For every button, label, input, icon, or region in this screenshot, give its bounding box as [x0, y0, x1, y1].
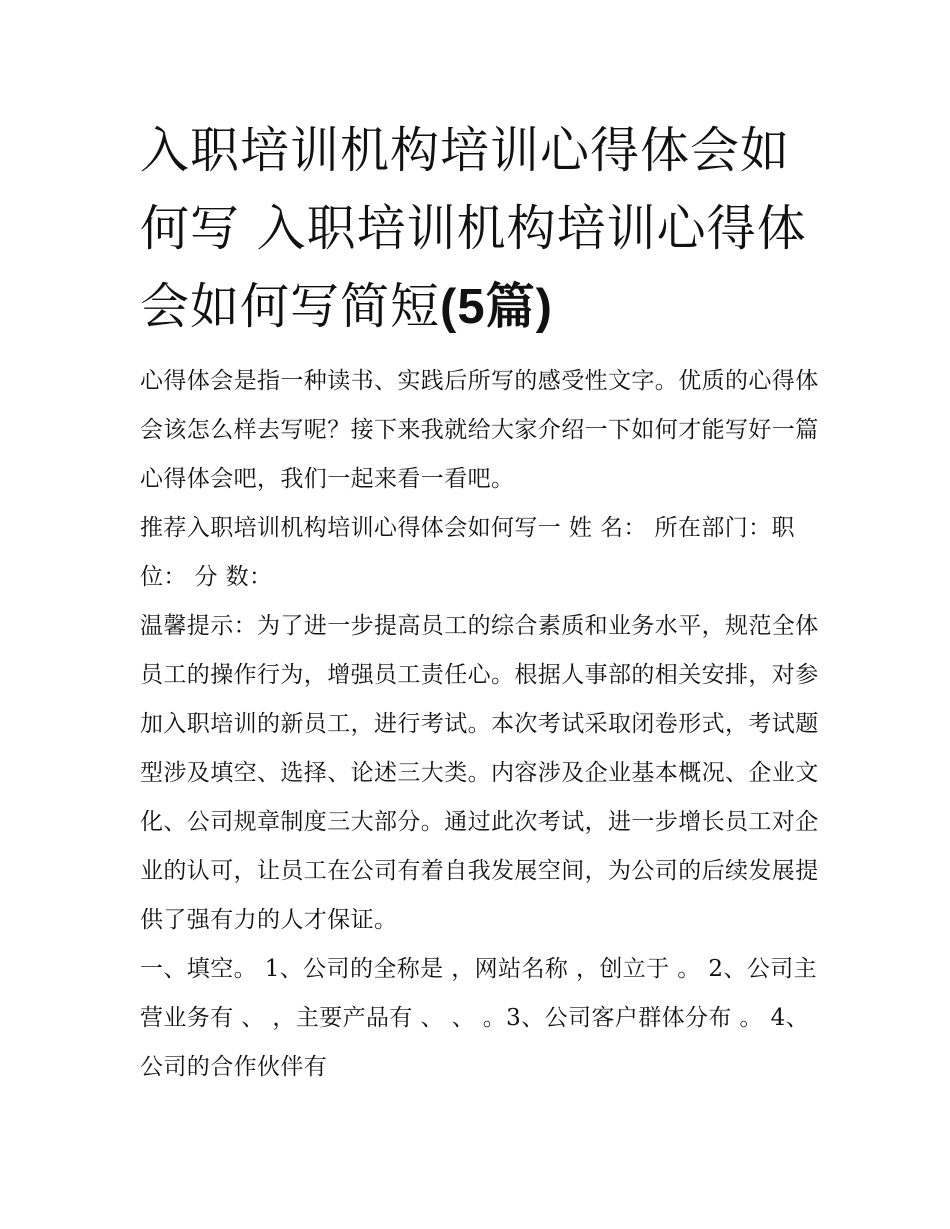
document-title [140, 112, 830, 346]
fill-in-paragraph: 一、填空。 1、公司的全称是 ，网站名称 ，创立于 。 2、公司主营业务有 、 ，主要产品有 、 、 。3、公司客户群体分布 。 4、公司的合作伙伴有 [140, 956, 818, 1080]
title-count: (5篇) [440, 280, 553, 334]
title-text: 入职培训机构培训心得体会如何写 入职培训机构培训心得体会如何写简短 [140, 122, 807, 335]
document-body [140, 357, 820, 1092]
intro-paragraph: 心得体会是指一种读书、实践后所写的感受性文字。优质的心得体会该怎么样去写呢？接下来我就给大家介绍一下如何才能写好一篇心得体会吧，我们一起来看一看吧。 [140, 368, 819, 492]
notice-paragraph: 温馨提示：为了进一步提高员工的综合素质和业务水平，规范全体员工的操作行为，增强员工责任心。根据人事部的相关安排，对参加入职培训的新员工，进行考试。本次考试采取闭卷形式，考试题型涉及填空、选择、论述三大类。内容涉及企业基本概况、企业文化、公司规章制度三大部分。通过此次考试，进一步增长员工对企业的认可，让员工在公司有着自我发展空间，为公司的后续发展提供了强有力的人才保证。 [140, 613, 819, 933]
form-header-paragraph: 推荐入职培训机构培训心得体会如何写一 姓 名： 所在部门：职 位： 分 数： [140, 515, 795, 590]
